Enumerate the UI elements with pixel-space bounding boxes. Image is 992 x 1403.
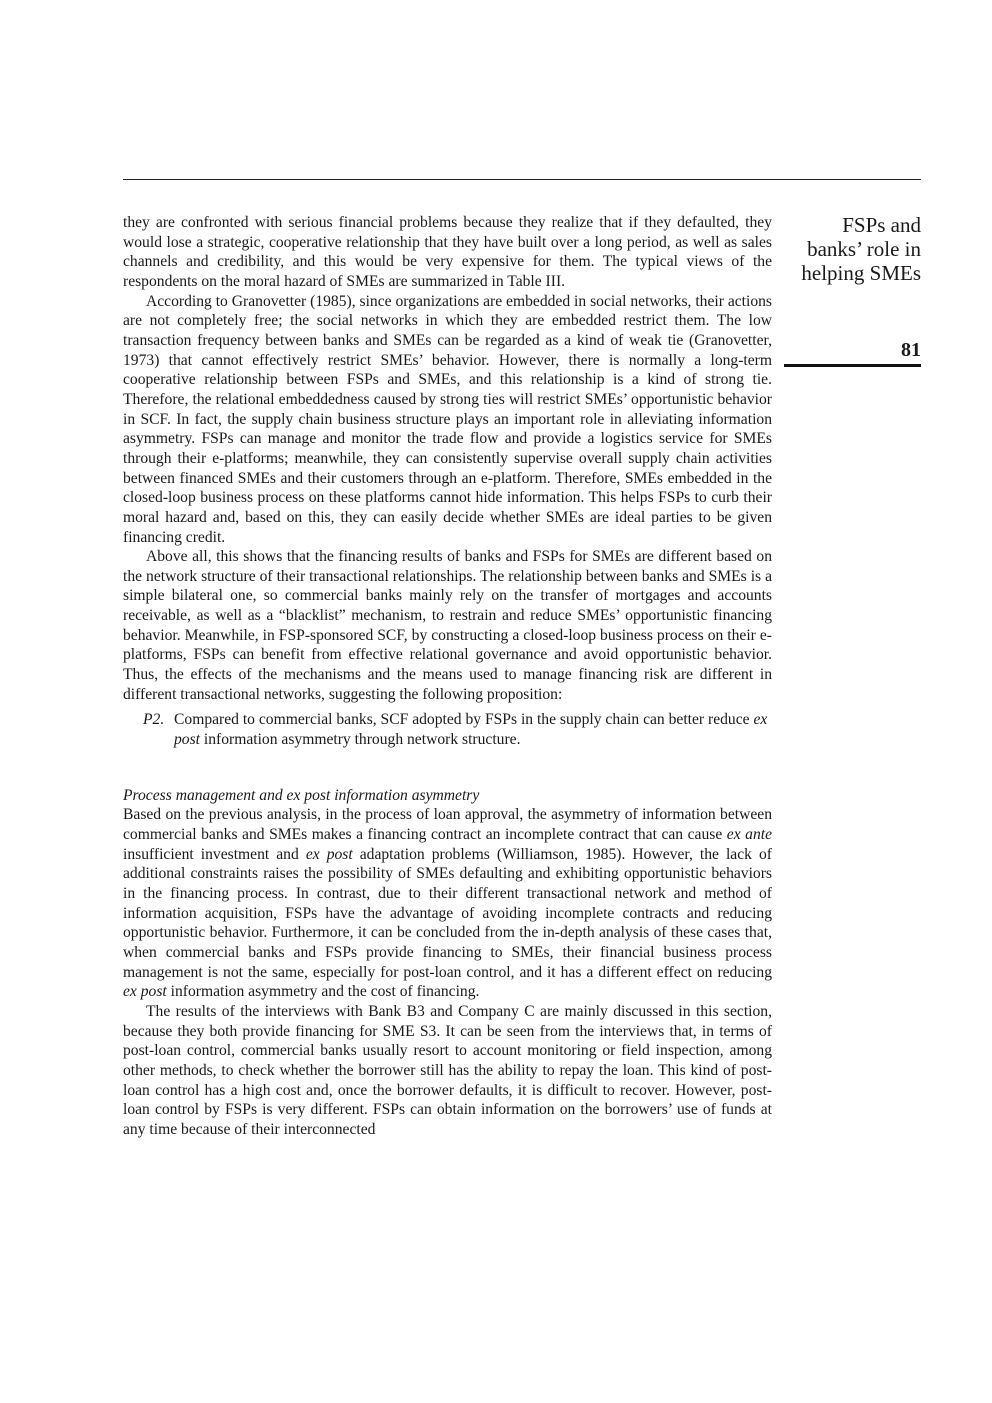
- running-head: [782, 213, 921, 285]
- text-run: information asymmetry and the cost of financing.: [166, 983, 480, 1001]
- running-head-line: FSPs and: [842, 213, 921, 237]
- proposition-label: P2.: [143, 711, 165, 729]
- text-run: adaptation problems (Williamson, 1985). However, the lack of additional constraints raises the possibility of SMEs defaulting and exhibiting opportunistic behaviors in the financing process. In contrast, due to their different transactional network and method of information acquisition, FSPs have the advantage of avoiding incomplete contracts and reducing opportunistic behavior. Furthermore, it can be concluded from the in-depth analysis of these cases that, when commercial banks and FSPs provide financing to SMEs, their financial business process management is not the same, especially for post-loan control, and it has a different effect on reducing: [123, 845, 772, 981]
- page-number: 81: [901, 339, 921, 361]
- section-heading: Process management and ex post information asymmetry: [123, 786, 480, 804]
- text-run: information asymmetry through network structure.: [200, 731, 521, 749]
- proposition-text: [174, 710, 772, 749]
- body-text: [123, 213, 772, 1140]
- paragraph: Above all, this shows that the financing results of banks and FSPs for SMEs are different based on the network structure of their transactional relationships. The relationship between banks and SMEs is a simple bilateral one, so commercial banks mainly rely on the transfer of mortgages and accounts receivable, as well as a “blacklist” mechanism, to restrain and reduce SMEs’ opportunistic financing behavior. Meanwhile, in FSP-sponsored SCF, by constructing a closed-loop business process on their e-platforms, FSPs can benefit from effective relational governance and avoid opportunistic behavior. Thus, the effects of the mechanisms and the means used to manage financing risk are different in different transactional networks, suggesting the following proposition:: [123, 548, 772, 703]
- running-head-line: helping SMEs: [801, 261, 921, 285]
- page-number-rule: [784, 364, 921, 367]
- running-head-line: banks’ role in: [807, 237, 921, 261]
- top-rule: [123, 179, 921, 180]
- proposition: [123, 710, 772, 749]
- emphasis: ex post: [123, 983, 167, 1001]
- emphasis: ex ante: [726, 826, 773, 844]
- paragraph: [123, 805, 772, 1002]
- paragraph: The results of the interviews with Bank B3 and Company C are mainly discussed in this section, because they both provide financing for SME S3. It can be seen from the interviews that, in terms of post-loan control, commercial banks usually resort to account monitoring or field inspection, among other methods, to check whether the borrower still has the ability to repay the loan. This kind of post-loan control has a high cost and, once the borrower defaults, it is difficult to recover. However, post-loan control by FSPs is very different. FSPs can obtain information on the borrowers’ use of funds at any time because of their interconnected: [123, 1002, 772, 1138]
- paragraph: According to Granovetter (1985), since organizations are embedded in social networks, their actions are not completely free; the social networks in which they are embedded restrict them. The low transaction frequency between banks and SMEs can be regarded as a kind of weak tie (Granovetter, 1973) that cannot effectively restrict SMEs’ behavior. However, there is normally a long-term cooperative relationship between FSPs and SMEs, and this relationship is a kind of strong tie. Therefore, the relational embeddedness caused by strong ties will restrict SMEs’ opportunistic behavior in SCF. In fact, the supply chain business structure plays an important role in alleviating information asymmetry. FSPs can manage and monitor the trade flow and provide a logistics service for SMEs through their e-platforms; meanwhile, they can consistently supervise overall supply chain activities between financed SMEs and their customers through an e-platform. Therefore, SMEs embedded in the closed-loop business process on these platforms cannot hide information. This helps FSPs to curb their moral hazard and, based on this, they can easily decide whether SMEs are ideal parties to be given financing credit.: [123, 292, 772, 546]
- text-run: Based on the previous analysis, in the process of loan approval, the asymmetry of information between commercial banks and SMEs makes a financing contract an incomplete contract that can cause: [123, 806, 772, 844]
- emphasis: ex post: [174, 711, 768, 749]
- emphasis: ex post: [305, 845, 353, 863]
- text-run: insufficient investment and: [123, 845, 306, 863]
- paragraph: they are confronted with serious financial problems because they realize that if they defaulted, they would lose a strategic, cooperative relationship that they have built over a long period, as well as sales channels and credibility, and this would be very expensive for them. The typical views of the respondents on the moral hazard of SMEs are summarized in Table III.: [123, 214, 772, 290]
- text-run: Compared to commercial banks, SCF adopted by FSPs in the supply chain can better reduce: [174, 711, 754, 729]
